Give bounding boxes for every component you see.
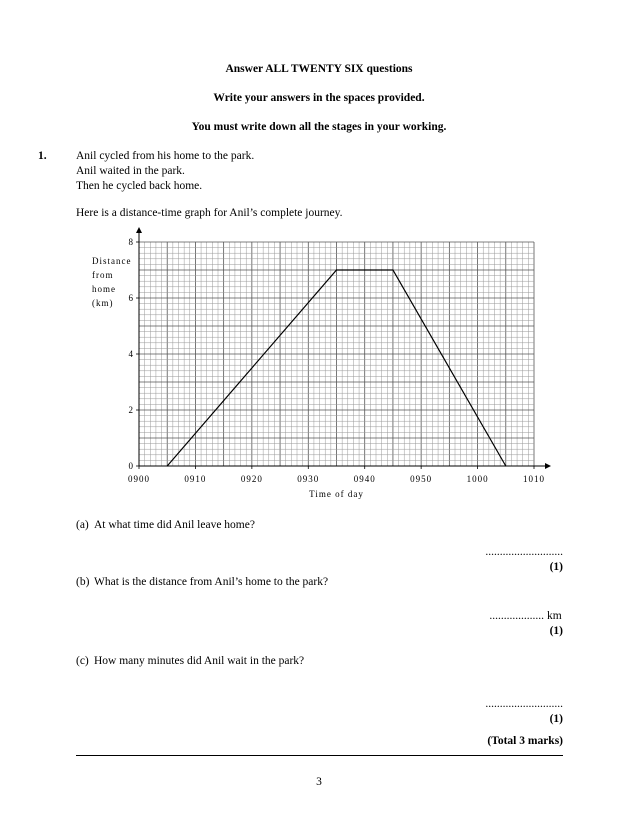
y-tick-label: 8	[128, 237, 134, 247]
part-a-marks: (1)	[549, 561, 563, 573]
part-a-question: At what time did Anil leave home?	[94, 519, 255, 531]
part-c-label: (c)	[76, 655, 89, 667]
journey-point	[505, 465, 506, 466]
part-b-label: (b)	[76, 576, 90, 588]
part-a-answer-line[interactable]: ...........................	[485, 546, 563, 558]
question-line-1: Anil cycled from his home to the park.	[76, 150, 255, 162]
part-c-marks: (1)	[549, 713, 563, 725]
y-axis-arrow	[136, 227, 142, 233]
instruction-answers-spaces: Write your answers in the spaces provided.	[213, 92, 425, 104]
part-b-unit: km	[547, 610, 562, 622]
chart-axes	[92, 227, 551, 499]
chart-grid	[139, 242, 534, 466]
x-tick-label: 0910	[184, 474, 207, 484]
x-tick-label: 0930	[297, 474, 320, 484]
y-tick-label: 6	[128, 293, 134, 303]
y-axis-title-line: (km)	[92, 298, 114, 308]
question-line-3: Then he cycled back home.	[76, 180, 203, 192]
journey-point	[336, 269, 337, 270]
part-b-question: What is the distance from Anil’s home to the park?	[94, 576, 329, 588]
instruction-show-working: You must write down all the stages in your working.	[191, 121, 447, 133]
part-c-answer-line[interactable]: ...........................	[485, 698, 563, 710]
part-b-answer-line[interactable]: ...................	[489, 610, 544, 622]
x-tick-label: 1010	[523, 474, 545, 484]
instruction-heading: Answer ALL TWENTY SIX questions	[225, 63, 413, 75]
section-divider	[76, 755, 563, 756]
x-tick-label: 0900	[128, 474, 150, 484]
question-number: 1.	[38, 150, 47, 162]
x-tick-label: 0920	[240, 474, 263, 484]
part-b-marks: (1)	[549, 625, 563, 637]
x-tick-label: 1000	[466, 474, 489, 484]
y-axis-title-line: from	[92, 270, 114, 280]
y-axis-title-line: home	[92, 284, 116, 294]
journey-point	[392, 269, 393, 270]
graph-intro: Here is a distance-time graph for Anil’s complete journey.	[76, 207, 343, 219]
total-marks: (Total 3 marks)	[487, 735, 563, 747]
question-line-2: Anil waited in the park.	[76, 165, 185, 177]
part-a-label: (a)	[76, 519, 89, 531]
part-c-question: How many minutes did Anil wait in the park?	[94, 655, 305, 667]
x-tick-label: 0950	[410, 474, 433, 484]
y-tick-label: 4	[128, 349, 134, 359]
y-axis-title-line: Distance	[92, 256, 132, 266]
x-axis-title: Time of day	[309, 489, 364, 499]
page-number: 3	[316, 776, 322, 788]
y-tick-label: 0	[128, 461, 134, 471]
journey-point	[167, 465, 168, 466]
x-tick-label: 0940	[353, 474, 376, 484]
x-axis-arrow	[545, 463, 551, 469]
y-tick-label: 2	[128, 405, 134, 415]
